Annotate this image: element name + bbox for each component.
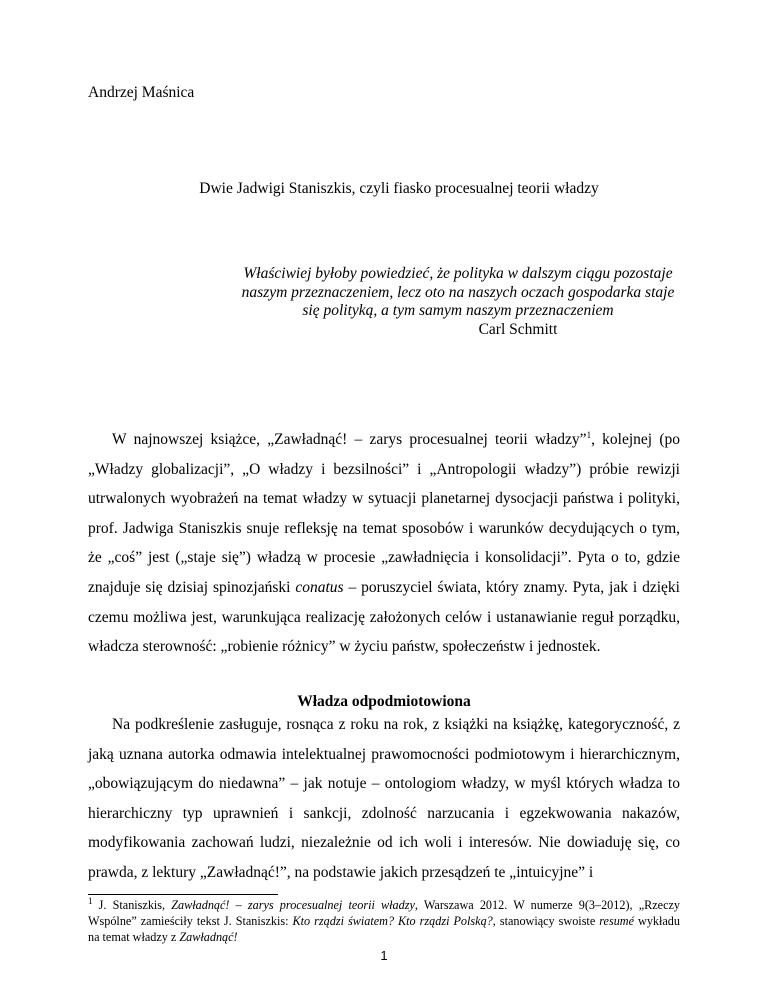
paragraph-intro-text-1: W najnowszej książce, „Zawładnąć! – zarys procesualnej teorii władzy” [112, 431, 587, 448]
epigraph [228, 265, 688, 339]
footnote-text-1: J. Staniszkis, [92, 898, 172, 912]
footnote-reference[interactable]: 1 [586, 429, 592, 440]
paragraph-intro-text-3: – poruszyciel świata, który znamy. Pyta, jak i dzięki czemu możliwa jest, warunkująca realizację założonych celów i ustanawianie reguł porządku, władcza sterowność: „robienie różnicy” w życiu państw, społeczeństw i jednostek. [88, 578, 680, 656]
paragraph-intro-italic: conatus [295, 578, 344, 596]
footnote-divider [88, 894, 278, 895]
paragraph-body: Na podkreślenie zasługuje, rosnąca z roku na rok, z książki na książkę, kategoryczność, z jaką uznana autorka odmawia intelektualnej prawomocności podmiotowym i hierarchicznym, „obowiązującym do niedawna” – jak notuje – ontologiom władzy, w myśl których władza to hierarchiczny typ uprawnień i sankcji, zdolność narzucania i egzekwowania nakazów, modyfikowania zachowań ludzi, niezależnie od ich woli i interesów. Nie dowiaduję się, co prawda, z lektury „Zawładnąć!”, na podstawie jakich przesądzeń te „intuicyjne” i [88, 716, 680, 881]
paragraph-intro [88, 425, 680, 662]
paragraph-intro-text-2: , kolejnej (po „Władzy globalizacji”, „O władzy i bezsilności” i „Antropologii władzy”) próbie rewizji utrwalonych wyobrażeń na temat władzy w sytuacji planetarnej dysocjacji państwa i polityki, prof. Jadwiga Staniszkis snuje refleksję na temat sposobów i warunków decydujących o tym, że „coś” jest („staje się”) władzą w procesie „zawładnięcia i konsolidacji”. Pyta o to, gdzie znajduje się dzisiaj spinozjański [88, 431, 681, 596]
epigraph-line-2: naszym przeznaczeniem, lecz oto na naszych oczach gospodarka staje [241, 283, 675, 301]
footnote-text-4: wykładu na temat władzy z [88, 914, 680, 945]
footnote-number: 1 [88, 895, 93, 906]
footnote-text-3: , stanowiący swoiste [492, 914, 600, 929]
section-heading: Władza odpodmiotowiona [297, 693, 471, 710]
footnote-italic-4: Zawładnąć! [179, 930, 238, 945]
footnote [88, 897, 680, 946]
page-number: 1 [380, 948, 388, 963]
epigraph-line-3: się polityką, a tym samym naszym przeznaczeniem [302, 302, 614, 319]
epigraph-line-1: Właściwiej byłoby powiedzieć, że polityka w dalszym ciągu pozostaje [243, 265, 673, 282]
footnote-text-2: , Warszawa 2012. W numerze 9(3–2012), „Rzeczy Wspólne” zamieściły tekst J. Staniszkis: [88, 898, 681, 929]
footnote-italic-1: Zawładnąć! – zarys procesualnej teorii władzy [171, 898, 415, 912]
epigraph-attribution: Carl Schmitt [478, 320, 558, 338]
article-title: Dwie Jadwigi Staniszkis, czyli fiasko procesualnej teorii władzy [199, 180, 599, 197]
footnote-italic-3: resumé [599, 914, 634, 929]
author-name: Andrzej Maśnica [88, 84, 195, 101]
footnote-italic-2: Kto rządzi światem? Kto rządzi Polską? [292, 914, 493, 929]
